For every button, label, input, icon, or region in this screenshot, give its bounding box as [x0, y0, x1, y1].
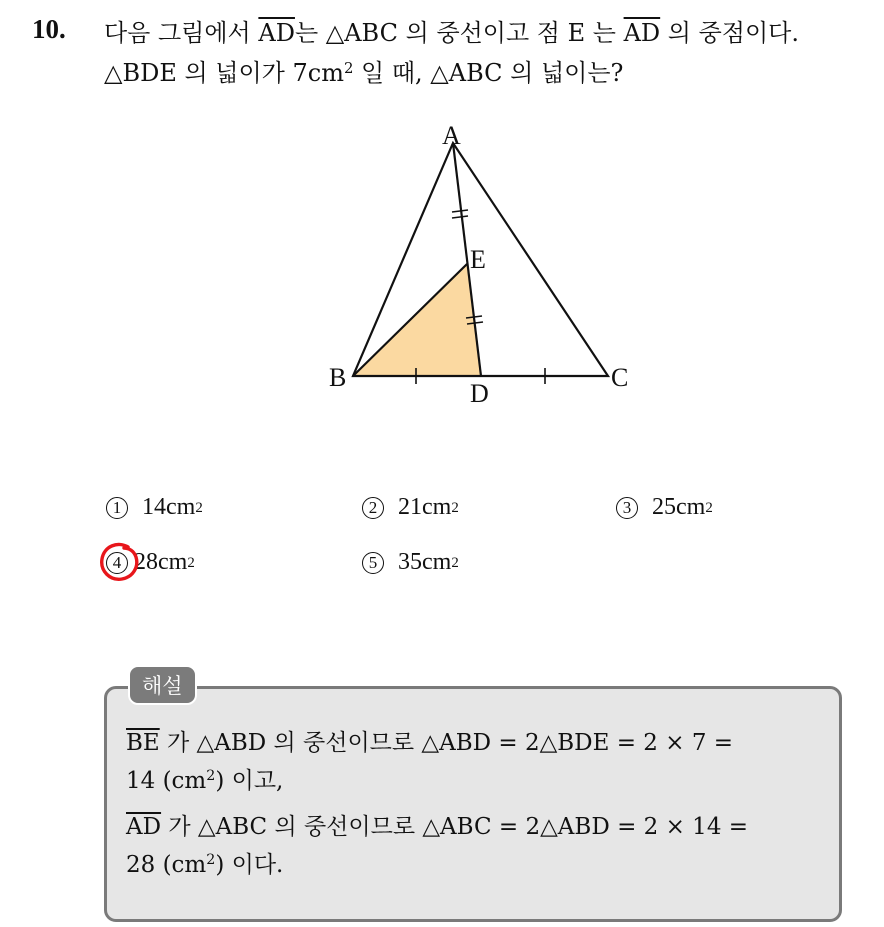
choice-number: 1 — [106, 497, 128, 519]
question-text: 의 중점이다. — [660, 19, 799, 47]
choice-number: 5 — [362, 552, 384, 574]
tick-ae-1 — [452, 210, 468, 212]
exponent: 2 — [206, 852, 216, 869]
choice-value: 25cm — [652, 494, 706, 520]
triangle-diagram — [320, 116, 650, 416]
solution-badge: 해설 — [128, 665, 197, 705]
answer-choices — [106, 494, 866, 604]
choice-number: 2 — [362, 497, 384, 519]
label-b: B — [329, 363, 347, 392]
label-a: A — [442, 121, 461, 150]
solution-text: ) 이고, — [215, 768, 284, 794]
choice-5[interactable]: 5 35cm 2 — [362, 549, 459, 576]
choice-3[interactable]: 3 25cm 2 — [616, 494, 713, 521]
triangle-figure — [320, 116, 650, 416]
choice-number: 3 — [616, 497, 638, 519]
label-e: E — [470, 245, 486, 274]
shaded-triangle-bde — [353, 264, 481, 376]
label-d: D — [470, 379, 489, 408]
question-text: △BDE 의 넓이가 7cm — [104, 59, 344, 87]
question-text: 다음 그림에서 — [104, 19, 259, 47]
segment-ad: $\overline{AD}$ — [623, 19, 661, 47]
question-line-2 — [104, 56, 623, 90]
question-line-1 — [104, 16, 799, 50]
choice-value: 28cm — [134, 549, 188, 575]
choice-number: 4 — [106, 552, 128, 574]
segment-ad: $\overline{AD}$ — [126, 814, 162, 840]
solution-box — [104, 686, 842, 922]
question-number: 10. — [32, 14, 66, 44]
choice-4[interactable]: 4 28cm 2 — [106, 549, 195, 576]
label-c: C — [611, 363, 629, 392]
solution-text: 가 △ABD 의 중선이므로 △ABD = 2△BDE = 2 × 7 = — [159, 730, 734, 756]
solution-text: 14 (cm — [126, 768, 207, 794]
solution-line-1 — [126, 726, 733, 760]
solution-line-3 — [126, 810, 748, 844]
solution-text: ) 이다. — [215, 852, 284, 878]
solution-line-4 — [126, 848, 283, 882]
choice-value: 14cm — [142, 494, 196, 520]
segment-ad: $\overline{AD}$ — [258, 19, 295, 47]
choice-value: 21cm — [398, 494, 452, 520]
question-text: 일 때, △ABC 의 넓이는? — [353, 59, 624, 87]
choice-2[interactable]: 2 21cm 2 — [362, 494, 459, 521]
choice-value: 35cm — [398, 549, 452, 575]
question-text: 는 △ABC 의 중선이고 점 E 는 — [294, 19, 624, 47]
segment-be: $\overline{BE}$ — [126, 730, 160, 756]
exponent: 2 — [206, 768, 216, 785]
solution-text: 가 △ABC 의 중선이므로 △ABC = 2△ABD = 2 × 14 = — [161, 814, 749, 840]
choice-1[interactable]: 1 14cm 2 — [106, 494, 203, 521]
solution-text: 28 (cm — [126, 852, 207, 878]
solution-line-2 — [126, 764, 283, 798]
exponent: 2 — [343, 58, 354, 77]
tick-ae-2 — [452, 216, 468, 218]
